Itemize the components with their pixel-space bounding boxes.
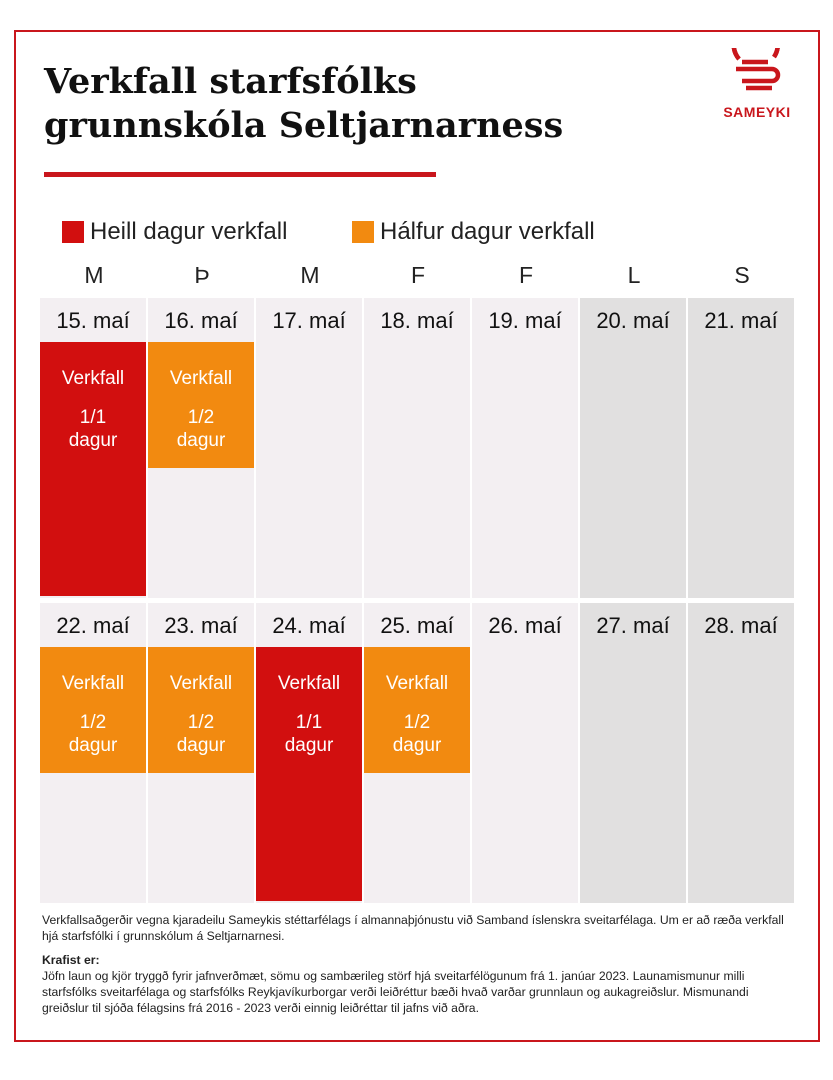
day-date: 16. maí [164,308,238,333]
calendar-grid [40,298,796,908]
strike-label: Verkfall [61,673,125,694]
weekday-label: M [84,262,104,288]
legend-swatch-half [352,221,374,243]
half-day-strike-block [148,647,254,773]
day-date: 27. maí [596,613,670,638]
calendar-day [472,603,578,903]
title-line-1: Verkfall starfsfólks [44,61,417,102]
strike-amount-line: dagur [392,735,442,756]
footer-demands: Jöfn laun og kjör tryggð fyrir jafnverðmæt, sömu og sambærileg störf hjá sveitarfélögunum frá 1. janúar 2023. Launamismunur milli starfsfólks sveitarfélaga og starfsfólks Reykjavíkurborgar verði leiðréttur bæði hvað varðar grunnlaun og aukagreiðslur. Mismunandi greiðslur til sjóða félagsins frá 2016 - 2023 verði einnig leiðréttar til jafns við aðra. [42,969,749,1015]
day-date: 19. maí [488,308,562,333]
day-date: 23. maí [164,613,238,638]
weekday-header [40,262,796,292]
calendar-day [256,603,362,903]
strike-amount [148,711,254,757]
day-date: 18. maí [380,308,454,333]
day-date: 17. maí [272,308,346,333]
strike-amount-line: 1/2 [187,712,215,733]
day-date: 25. maí [380,613,454,638]
calendar-day [364,298,470,598]
legend-swatch-full [62,221,84,243]
calendar-day [472,298,578,598]
strike-label: Verkfall [385,673,449,694]
strike-amount [40,406,146,452]
title-line-2: grunnskóla Seltjarnarness [44,105,564,146]
strike-amount-line: 1/1 [295,712,323,733]
weekday-label: S [734,262,750,288]
weekday-label: L [627,262,641,288]
calendar-day [688,603,794,903]
half-day-strike-block [40,647,146,773]
calendar-day [580,298,686,598]
strike-amount-line: dagur [284,735,334,756]
strike-label: Verkfall [277,673,341,694]
strike-amount [256,711,362,757]
strike-amount-line: dagur [68,430,118,451]
calendar-day [148,298,254,598]
calendar-day [40,603,146,903]
day-date: 21. maí [704,308,778,333]
strike-amount-line: dagur [176,430,226,451]
calendar-day [364,603,470,903]
strike-amount-line: 1/1 [79,407,107,428]
strike-amount-line: dagur [176,735,226,756]
strike-amount [40,711,146,757]
calendar-week [40,603,796,903]
weekday-label: F [410,262,426,288]
footer-intro: Verkfallsaðgerðir vegna kjaradeilu Sameykis stéttarfélags í almannaþjónustu við Samband íslenskra sveitarfélaga. Um er að ræða verkfall hjá starfsfólki í grunnskólum á Seltjarnarnesi. [42,913,784,943]
day-date: 24. maí [272,613,346,638]
footer-notes [42,912,798,1024]
strike-label: Verkfall [169,673,233,694]
weekday-label: Þ [194,262,210,288]
calendar-day [148,603,254,903]
sameyki-logo [716,48,798,128]
full-day-strike-block [40,342,146,596]
logo-wordmark: SAMEYKI [723,104,791,120]
calendar-day [256,298,362,598]
strike-label: Verkfall [169,368,233,389]
day-date: 15. maí [56,308,130,333]
half-day-strike-block [148,342,254,468]
weekday-label: M [300,262,320,288]
strike-amount-line: 1/2 [79,712,107,733]
strike-amount-line: 1/2 [187,407,215,428]
title-underline [44,172,436,177]
legend-label-half: Hálfur dagur verkfall [380,218,595,245]
strike-amount [148,406,254,452]
day-date: 22. maí [56,613,130,638]
strike-amount-line: 1/2 [403,712,431,733]
weekday-label: F [518,262,534,288]
legend-item-half-day [352,218,595,246]
calendar-week [40,298,796,598]
day-date: 20. maí [596,308,670,333]
page-title [44,60,664,148]
day-date: 28. maí [704,613,778,638]
legend-item-full-day [62,218,287,246]
footer-demands-heading: Krafist er: [42,953,100,967]
full-day-strike-block [256,647,362,901]
calendar-day [580,603,686,903]
calendar-day [688,298,794,598]
calendar-day [40,298,146,598]
strike-amount-line: dagur [68,735,118,756]
half-day-strike-block [364,647,470,773]
sameyki-logo-icon [728,48,786,102]
day-date: 26. maí [488,613,562,638]
strike-label: Verkfall [61,368,125,389]
strike-amount [364,711,470,757]
legend-label-full: Heill dagur verkfall [90,218,288,245]
